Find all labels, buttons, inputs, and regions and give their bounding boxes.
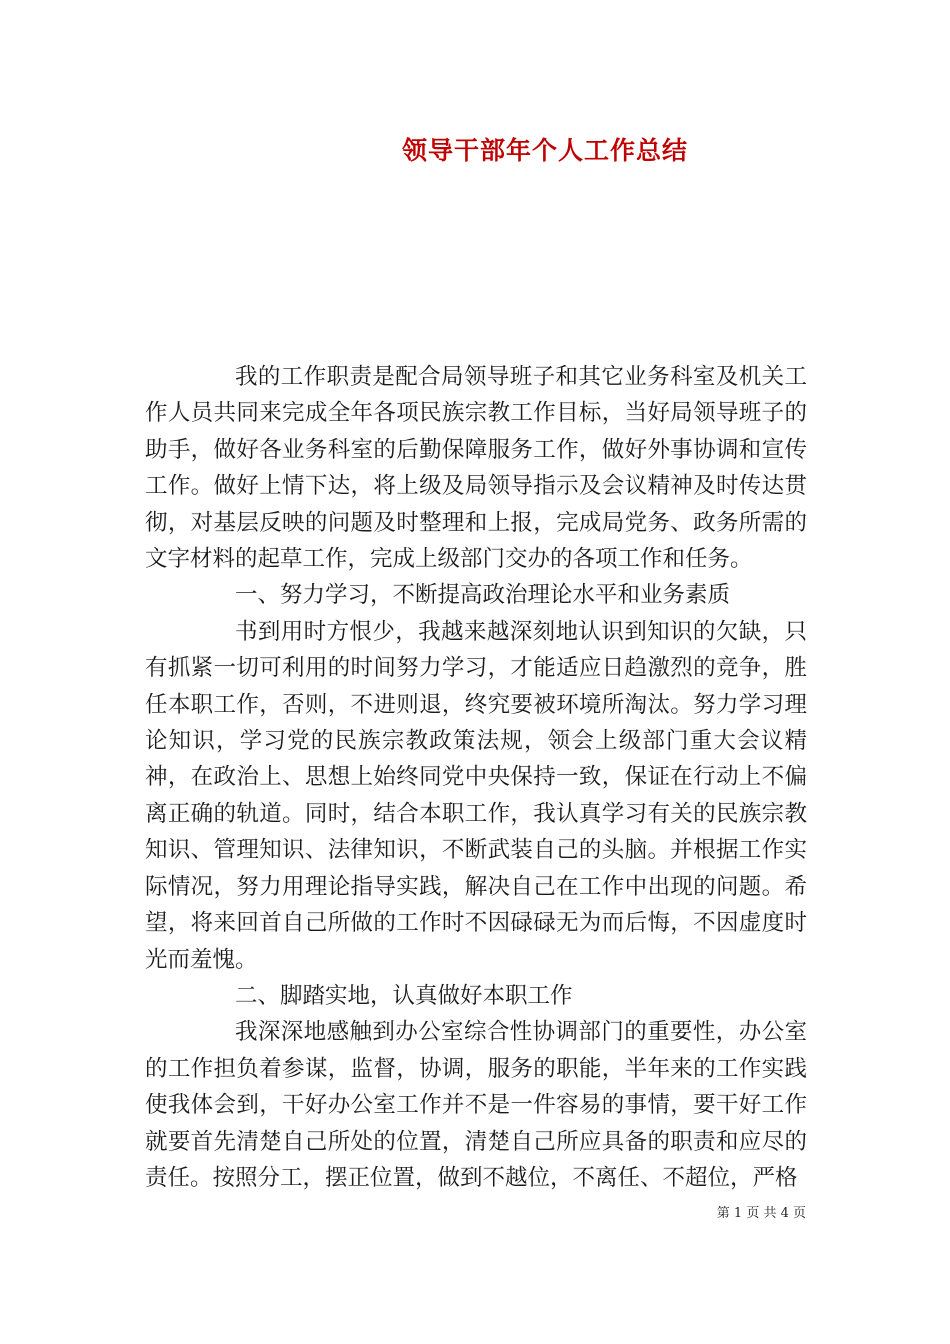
section-heading-work: 二、脚踏实地，认真做好本职工作 (235, 982, 573, 1009)
page-number-footer: 第 1 页 共 4 页 (716, 1206, 806, 1221)
paragraph-work: 我深深地感触到办公室综合性协调部门的重要性，办公室的工作担负着参谋，监督，协调，服务的职能，半年来的工作实践使我体会到，干好办公室工作并不是一件容易的事情，要干好工作就要首先清楚自己所处的位置，清楚自己所应具备的职责和应尽的责任。按照分工，摆正位置，做到不越位，不离任、不超位，严格 (145, 1019, 807, 1191)
document-body (145, 359, 807, 1196)
paragraph-study: 书到用时方恨少，我越来越深刻地认识到知识的欠缺，只有抓紧一切可利用的时间努力学习，才能适应日趋激烈的竞争，胜任本职工作，否则，不进则退，终究要被环境所淘汰。努力学习理论知识，学习党的民族宗教政策法规，领会上级部门重大会议精神，在政治上、思想上始终同党中央保持一致，保证在行动上不偏离正确的轨道。同时，结合本职工作，我认真学习有关的民族宗教知识、管理知识、法律知识，不断武装自己的头脑。并根据工作实际情况，努力用理论指导实践，解决自己在工作中出现的问题。希望，将来回首自己所做的工作时不因碌碌无为而后悔，不因虚度时光而羞愧。 (145, 618, 807, 973)
document-title: 领导干部年个人工作总结 (401, 136, 688, 165)
paragraph-duties: 我的工作职责是配合局领导班子和其它业务科室及机关工作人员共同来完成全年各项民族宗教工作目标，当好局领导班子的助手，做好各业务科室的后勤保障服务工作，做好外事协调和宣传工作。做好上情下达，将上级及局领导指示及会议精神及时传达贯彻，对基层反映的问题及时整理和上报，完成局党务、政务所需的文字材料的起草工作，完成上级部门交办的各项工作和任务。 (145, 364, 807, 573)
section-heading-study: 一、努力学习，不断提高政治理论水平和业务素质 (235, 582, 731, 609)
